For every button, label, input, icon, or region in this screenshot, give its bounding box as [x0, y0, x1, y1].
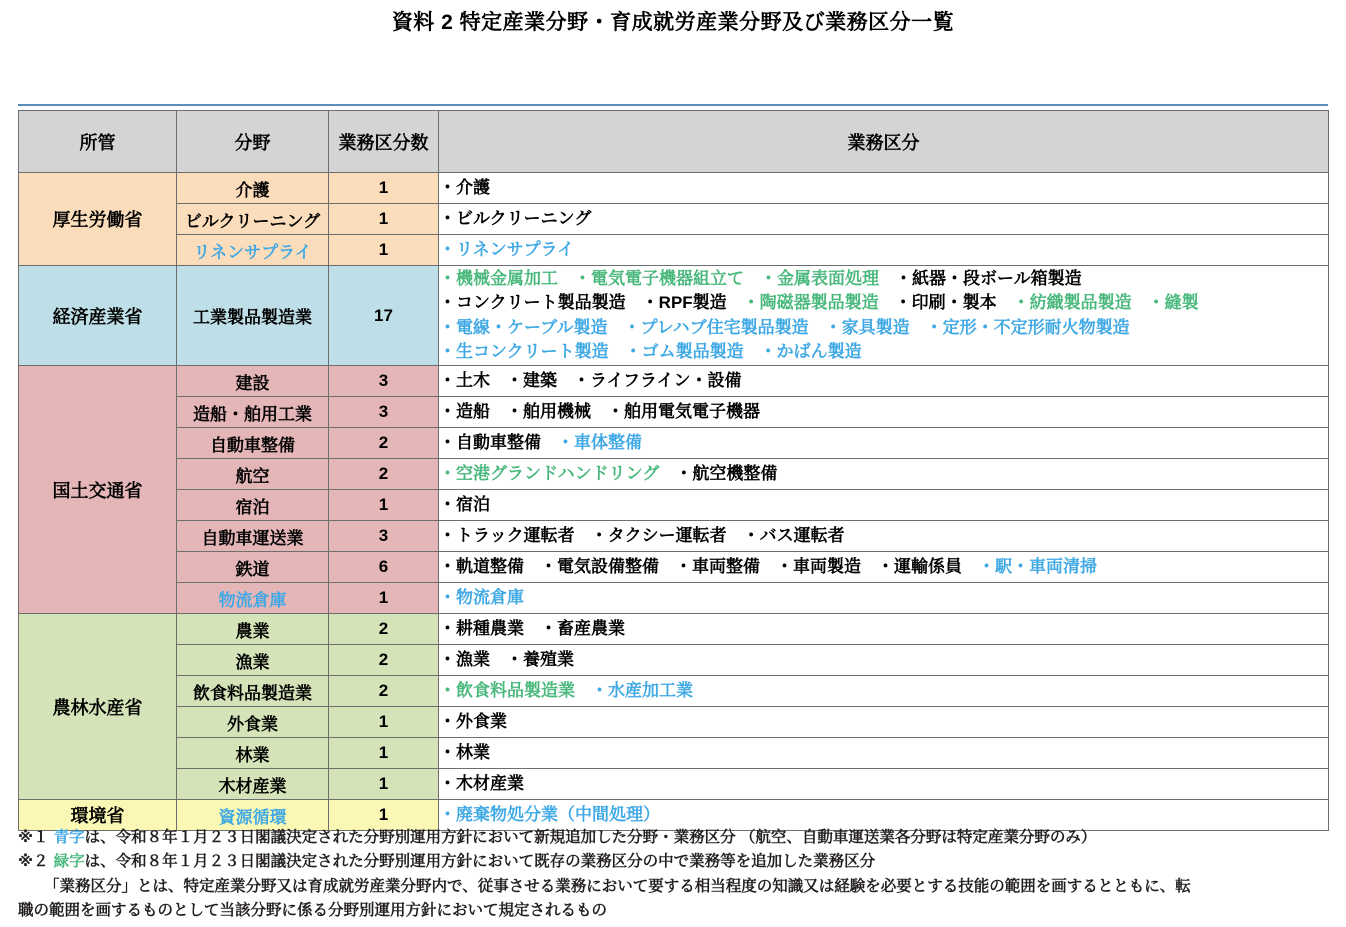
task-line — [439, 462, 1328, 486]
cell-task-list — [439, 459, 1329, 490]
header-agency: 所管 — [19, 111, 177, 173]
task-item: ・陶磁器製品製造 — [742, 293, 879, 313]
task-item: ・印刷・製本 — [894, 293, 997, 313]
table-row — [19, 366, 1329, 397]
cell-task-count: 3 — [329, 366, 439, 397]
cell-task-count: 6 — [329, 552, 439, 583]
table-row — [19, 521, 1329, 552]
cell-field: 飲食料品製造業 — [177, 676, 329, 707]
task-item: ・機械金属加工 — [439, 269, 558, 289]
table-row — [19, 490, 1329, 521]
table-row — [19, 738, 1329, 769]
task-item: ・介護 — [439, 177, 490, 197]
definition-line-1: 「業務区分」とは、特定産業分野又は育成就労産業分野内で、従事させる業務において要する相当程度の知識又は経験を必要とする技能の範囲を画するとともに、転 — [44, 877, 1191, 895]
task-line — [439, 238, 1328, 262]
table-row — [19, 235, 1329, 266]
cell-task-count: 1 — [329, 800, 439, 831]
industry-field-table — [18, 110, 1329, 831]
task-item: ・漁業 — [439, 649, 490, 669]
task-line — [439, 493, 1328, 517]
task-line — [439, 679, 1328, 703]
cell-task-list — [439, 769, 1329, 800]
cell-task-count: 1 — [329, 707, 439, 738]
task-line — [439, 772, 1328, 796]
task-line — [439, 291, 1328, 315]
footnote-body: は、令和８年１月２３日閣議決定された分野別運用方針において既存の業務区分の中で業務等を追加した業務区分 — [84, 853, 876, 871]
task-line — [439, 340, 1328, 364]
task-item: ・ビルクリーニング — [439, 208, 592, 228]
task-item: ・林業 — [439, 742, 490, 762]
task-item: ・造船 — [439, 401, 490, 421]
cell-task-count: 2 — [329, 676, 439, 707]
cell-field: 自動車運送業 — [177, 521, 329, 552]
header-count: 業務区分数 — [329, 111, 439, 173]
task-item: ・ゴム製品製造 — [624, 341, 744, 361]
cell-task-list — [439, 738, 1329, 769]
cell-task-count: 1 — [329, 583, 439, 614]
task-line — [439, 176, 1328, 200]
cell-task-list — [439, 490, 1329, 521]
cell-task-count: 2 — [329, 614, 439, 645]
task-item: ・紙器・段ボール箱製造 — [895, 269, 1082, 289]
cell-field: 自動車整備 — [177, 428, 329, 459]
footnote-item — [18, 850, 1338, 874]
task-item: ・リネンサプライ — [439, 239, 575, 259]
task-item: ・縫製 — [1147, 293, 1199, 313]
task-item: ・車両製造 — [776, 556, 861, 576]
cell-task-count: 1 — [329, 738, 439, 769]
cell-task-list — [439, 266, 1329, 366]
header-field: 分野 — [177, 111, 329, 173]
cell-field: 農業 — [177, 614, 329, 645]
table-row — [19, 266, 1329, 366]
task-item: ・電線・ケーブル製造 — [439, 317, 608, 337]
task-item: ・飲食料品製造業 — [439, 680, 575, 700]
task-item: ・外食業 — [439, 711, 507, 731]
cell-agency: 厚生労働省 — [19, 173, 177, 266]
cell-field: ビルクリーニング — [177, 204, 329, 235]
task-item: ・紡織製品製造 — [1012, 293, 1132, 313]
cell-agency: 経済産業省 — [19, 266, 177, 366]
task-item: ・バス運転者 — [742, 525, 845, 545]
cell-task-count: 1 — [329, 490, 439, 521]
industry-field-table-container — [18, 110, 1328, 831]
task-line — [439, 555, 1328, 579]
task-item: ・車体整備 — [557, 432, 642, 452]
cell-field: 資源循環 — [177, 800, 329, 831]
task-item: ・航空機整備 — [675, 463, 778, 483]
cell-task-list — [439, 204, 1329, 235]
task-item: ・木材産業 — [439, 773, 524, 793]
cell-field: 宿泊 — [177, 490, 329, 521]
task-item: ・家具製造 — [824, 317, 910, 337]
task-line — [439, 524, 1328, 548]
cell-task-list — [439, 521, 1329, 552]
footnote-item — [18, 826, 1338, 850]
task-item: ・電気電子機器組立て — [574, 269, 744, 289]
footnotes — [18, 826, 1338, 924]
cell-field: 鉄道 — [177, 552, 329, 583]
cell-task-list — [439, 366, 1329, 397]
table-row — [19, 676, 1329, 707]
footnote-list — [18, 826, 1338, 875]
task-item: ・水産加工業 — [591, 680, 693, 700]
table-row — [19, 397, 1329, 428]
task-item: ・建築 — [506, 370, 557, 390]
task-line — [439, 710, 1328, 734]
table-row — [19, 645, 1329, 676]
cell-task-list — [439, 552, 1329, 583]
table-row — [19, 707, 1329, 738]
task-item: ・自動車整備 — [439, 432, 541, 452]
task-item: ・タクシー運転者 — [590, 525, 727, 545]
task-line — [439, 316, 1328, 340]
cell-task-count: 1 — [329, 235, 439, 266]
task-item: ・物流倉庫 — [439, 587, 524, 607]
task-item: ・生コンクリート製造 — [439, 341, 609, 361]
task-item: ・宿泊 — [439, 494, 490, 514]
cell-field: 介護 — [177, 173, 329, 204]
cell-task-list — [439, 614, 1329, 645]
table-row — [19, 428, 1329, 459]
cell-task-count: 2 — [329, 428, 439, 459]
table-row — [19, 173, 1329, 204]
task-item: ・コンクリート製品製造 — [439, 293, 626, 313]
task-line — [439, 400, 1328, 424]
cell-field: 物流倉庫 — [177, 583, 329, 614]
cell-field: 工業製品製造業 — [177, 266, 329, 366]
cell-task-count: 1 — [329, 204, 439, 235]
cell-task-count: 1 — [329, 769, 439, 800]
cell-field: リネンサプライ — [177, 235, 329, 266]
footnote-body: は、令和８年１月２３日閣議決定された分野別運用方針において新規追加した分野・業務区分 — [84, 829, 736, 846]
task-item: ・定形・不定形耐火物製造 — [925, 317, 1130, 337]
task-item: ・トラック運転者 — [439, 525, 575, 545]
cell-task-count: 1 — [329, 173, 439, 204]
footnote-bold-note: （航空、自動車運送業各分野は特定産業分野のみ） — [735, 829, 1097, 846]
task-line — [439, 369, 1328, 393]
table-row — [19, 614, 1329, 645]
table-row — [19, 204, 1329, 235]
cell-task-count: 17 — [329, 266, 439, 366]
cell-task-list — [439, 645, 1329, 676]
task-item: ・耕種農業 — [439, 618, 524, 638]
cell-field: 造船・舶用工業 — [177, 397, 329, 428]
table-row — [19, 769, 1329, 800]
task-item: ・軌道整備 — [439, 556, 524, 576]
task-item: ・金属表面処理 — [760, 269, 879, 289]
task-line — [439, 803, 1328, 827]
task-item: ・舶用機械 — [506, 401, 591, 421]
cell-agency: 農林水産省 — [19, 614, 177, 800]
task-item: ・養殖業 — [506, 649, 574, 669]
task-item: ・電気設備整備 — [540, 556, 659, 576]
table-header — [19, 111, 1329, 173]
task-item: ・車両整備 — [675, 556, 760, 576]
cell-field: 漁業 — [177, 645, 329, 676]
cell-field: 航空 — [177, 459, 329, 490]
page-title: 資料 2 特定産業分野・育成就労産業分野及び業務区分一覧 — [391, 11, 955, 34]
cell-task-list — [439, 583, 1329, 614]
footnote-marker: ※１ — [18, 829, 49, 846]
cell-field: 林業 — [177, 738, 329, 769]
cell-task-list — [439, 676, 1329, 707]
header-row — [19, 111, 1329, 173]
task-line — [439, 586, 1328, 610]
task-item: ・畜産農業 — [540, 618, 625, 638]
cell-task-list — [439, 173, 1329, 204]
table-body — [19, 173, 1329, 831]
header-tasks: 業務区分 — [439, 111, 1329, 173]
task-item: ・プレハブ住宅製品製造 — [623, 317, 809, 337]
task-item: ・舶用電気電子機器 — [607, 401, 760, 421]
task-line — [439, 741, 1328, 765]
table-row — [19, 552, 1329, 583]
cell-task-list — [439, 397, 1329, 428]
cell-task-count: 2 — [329, 645, 439, 676]
cell-task-list — [439, 235, 1329, 266]
task-line — [439, 431, 1328, 455]
title-rule — [18, 104, 1328, 106]
cell-task-count: 2 — [329, 459, 439, 490]
task-item: ・土木 — [439, 370, 490, 390]
cell-task-count: 3 — [329, 521, 439, 552]
task-item: ・廃棄物処分業（中間処理） — [439, 804, 660, 824]
footnote-keyword: 緑字 — [53, 853, 85, 871]
cell-field: 木材産業 — [177, 769, 329, 800]
table-row — [19, 583, 1329, 614]
task-line — [439, 267, 1328, 291]
footnote-keyword: 青字 — [53, 829, 85, 846]
cell-field: 外食業 — [177, 707, 329, 738]
cell-agency: 環境省 — [19, 800, 177, 831]
task-item: ・RPF製造 — [641, 293, 727, 313]
cell-field: 建設 — [177, 366, 329, 397]
task-line — [439, 648, 1328, 672]
task-item: ・駅・車両清掃 — [978, 556, 1097, 576]
task-item: ・運輸係員 — [877, 556, 962, 576]
task-item: ・ライフライン・設備 — [573, 370, 742, 390]
cell-task-list — [439, 428, 1329, 459]
task-item: ・かばん製造 — [759, 341, 862, 361]
cell-agency: 国土交通省 — [19, 366, 177, 614]
cell-task-count: 3 — [329, 397, 439, 428]
cell-task-list — [439, 707, 1329, 738]
footnote-marker: ※２ — [18, 853, 49, 871]
table-row — [19, 459, 1329, 490]
definition-line-2: 職の範囲を画するものとして当該分野に係る分野別運用方針において規定されるもの — [18, 902, 608, 920]
task-item: ・空港グランドハンドリング — [439, 463, 660, 483]
task-line — [439, 207, 1328, 231]
task-line — [439, 617, 1328, 641]
